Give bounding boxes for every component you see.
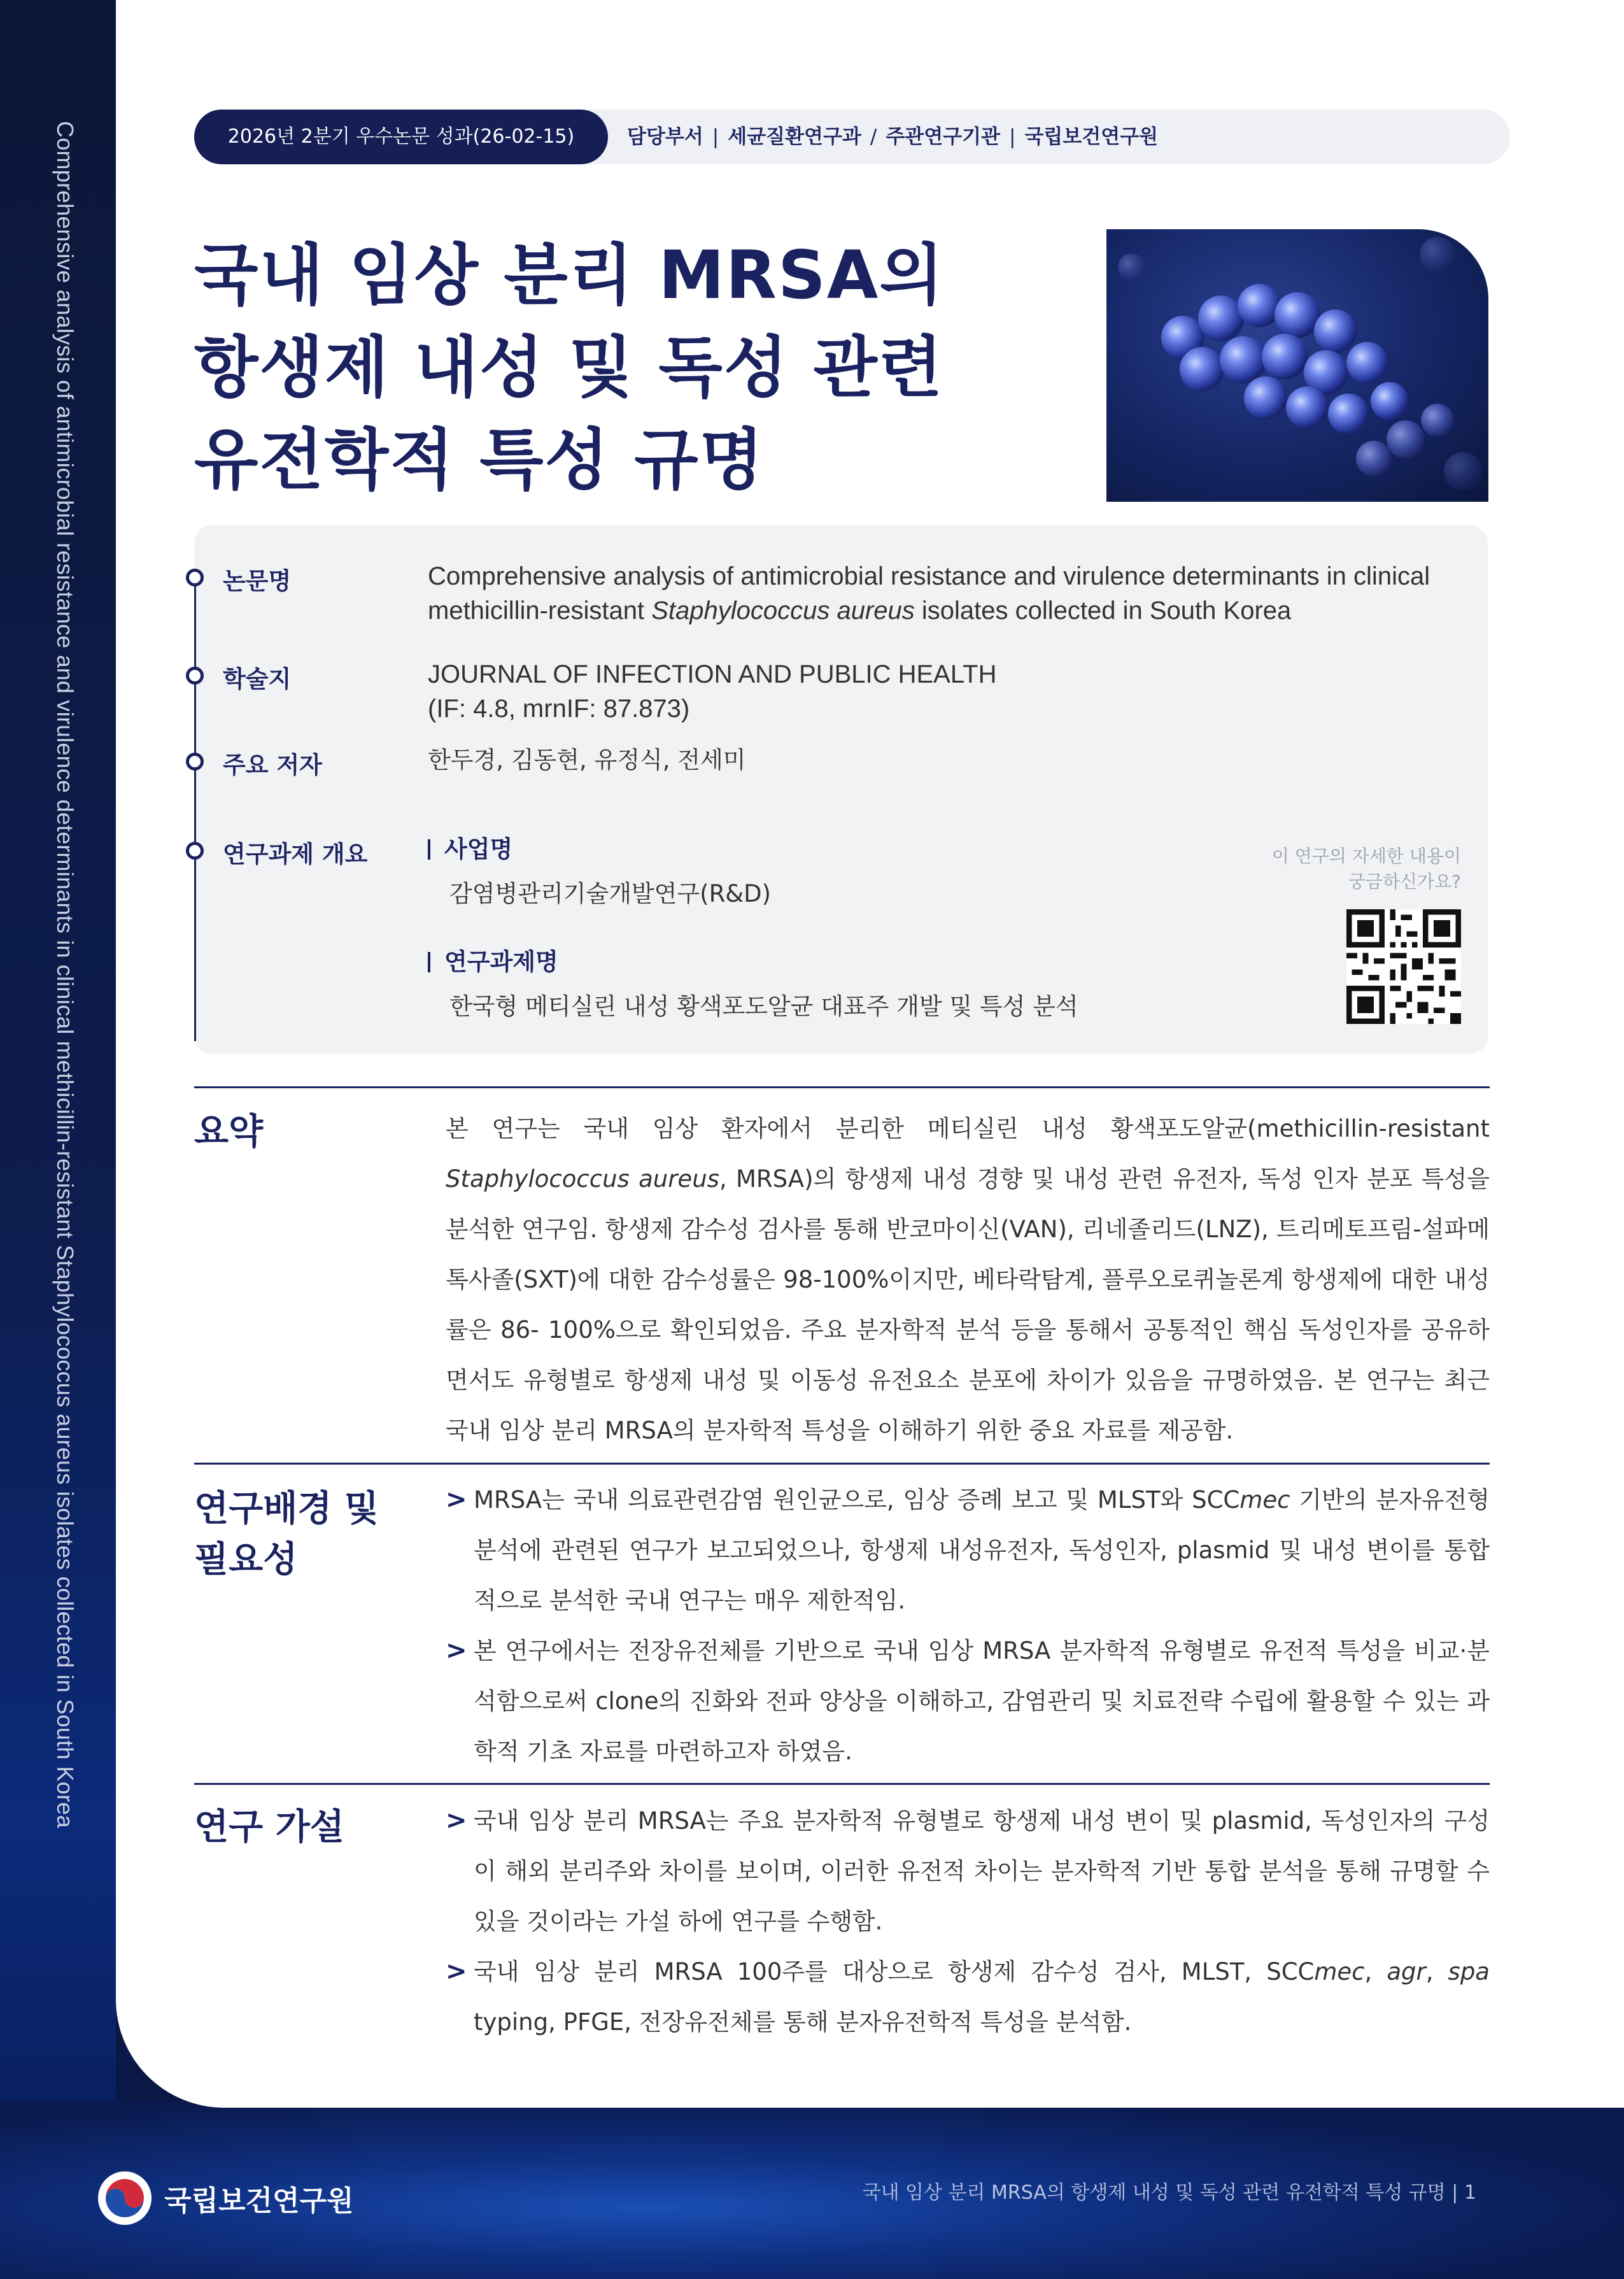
timeline-dot bbox=[186, 842, 204, 860]
page-title bbox=[194, 229, 1060, 506]
impact-factor: (IF: 4.8, mrnIF: 87.873) bbox=[428, 695, 690, 723]
org-label: 주관연구기관 bbox=[886, 125, 1001, 148]
timeline-dot bbox=[186, 667, 204, 685]
bacteria-image bbox=[1106, 229, 1488, 502]
hypothesis-text bbox=[446, 1796, 1490, 2047]
dept-label: 담당부서 bbox=[627, 125, 703, 148]
timeline-dot bbox=[186, 569, 204, 586]
quarter-badge: 2026년 2분기 우수논문 성과(26-02-15) bbox=[194, 110, 608, 164]
title-line-3: 유전학적 특성 규명 bbox=[194, 421, 765, 499]
section-divider bbox=[194, 1463, 1490, 1465]
qr-caption: 이 연구의 자세한 내용이 궁금하신가요? bbox=[1271, 846, 1461, 892]
timeline-dot bbox=[186, 753, 204, 770]
summary-text: 본 연구는 국내 임상 환자에서 분리한 메티실린 내성 황색포도알균(methicillin-resistant Staphylococcus aureus, MRSA)의 항생제 내성 경향 및 내성 관련 유전자, 독성 인자 분포 특성을 분석한 연구임. 항생제 감수성 검사를 통해 반코마이신(VAN), 리네졸리드(LNZ), 트리메토프림-설파메톡사졸(SXT)에 대한 감수성률은 98-100%이지만, 베타락탐계, 플루오로퀴놀론계 항생제에 대한 내성률은 86- 100%으로 확인되었음. 주요 분자학적 분석 등을 통해서 공통적인 핵심 독성인자를 공유하면서도 유형별로 항생제 내성 및 이동성 유전요소 분포에 차이가 있음을 규명하였음. 본 연구는 최근 국내 임상 분리 MRSA의 분자학적 특성을 이해하기 위한 중요 자료를 제공함. bbox=[446, 1115, 1490, 1444]
footer-logo bbox=[97, 2170, 354, 2226]
qr-code[interactable] bbox=[1346, 909, 1461, 1024]
background-heading: 연구배경 및 필요성 bbox=[194, 1488, 379, 1580]
hypothesis-bullet: > 국내 임상 분리 MRSA는 주요 분자학적 유형별로 항생제 내성 변이 및 plasmid, 독성인자의 구성이 해외 분리주와 차이를 보이며, 이러한 유전적 차이는 분자학적 기반 통합 분석을 통해 규명할 수 있을 것이라는 가설 하에 연구를 수행함. bbox=[446, 1806, 1490, 1935]
program-name: 감염병관리기술개발연구(R&D) bbox=[449, 880, 772, 907]
paper-title: Comprehensive analysis of antimicrobial resistance and virulence determinants in clinical methicillin-resistant Staphylococcus aureus isolates collected in South Korea bbox=[428, 562, 1430, 625]
title-line-2: 항생제 내성 및 독성 관련 bbox=[194, 329, 944, 406]
footer-org-name: 국립보건연구원 bbox=[164, 2185, 354, 2217]
taegeuk-icon bbox=[97, 2170, 153, 2226]
background-bullet: > 본 연구에서는 전장유전체를 기반으로 국내 임상 MRSA 분자학적 유형별로 유전적 특성을 비교·분석함으로써 clone의 진화와 전파 양상을 이해하고, 감염관리 및 치료전략 수립에 활용할 수 있는 과학적 기초 자료를 마련하고자 하였음. bbox=[446, 1636, 1490, 1765]
dept-name: 세균질환연구과 bbox=[728, 125, 861, 148]
hypothesis-heading: 연구 가설 bbox=[194, 1807, 344, 1848]
paper-label: 논문명 bbox=[223, 567, 292, 595]
footer-caption: 국내 임상 분리 MRSA의 항생제 내성 및 독성 관련 유전학적 특성 규명 | 1 bbox=[862, 2182, 1476, 2204]
header-info: 담당부서 | 세균질환연구과 / 주관연구기관 | 국립보건연구원 bbox=[627, 125, 1159, 148]
timeline-line bbox=[194, 576, 196, 1041]
section-divider bbox=[194, 1086, 1490, 1088]
background-bullet: > MRSA는 국내 의료관련감염 원인균으로, 임상 증례 보고 및 MLST와 SCCmec 기반의 분자유전형 분석에 관련된 연구가 보고되었으나, 항생제 내성유전자, 독성인자, plasmid 및 내성 변이를 통합적으로 분석한 국내 연구는 매우 제한적임. bbox=[446, 1485, 1490, 1614]
journal-label: 학술지 bbox=[223, 665, 292, 693]
authors: 한두경, 김동현, 유정식, 전세미 bbox=[428, 746, 746, 774]
task-block bbox=[428, 945, 1078, 1024]
background-text bbox=[446, 1475, 1490, 1777]
task-label: 연구과제명 bbox=[444, 948, 558, 976]
side-banner-text: Comprehensive analysis of antimicrobial resistance and virulence determinants in clinical methicillin-resistant Staphylococcus aureus isolates collected in South Korea bbox=[52, 121, 78, 1828]
summary-heading: 요약 bbox=[194, 1111, 264, 1153]
section-divider bbox=[194, 1783, 1490, 1785]
project-label: 연구과제 개요 bbox=[223, 841, 368, 868]
task-name: 한국형 메티실린 내성 황색포도알균 대표주 개발 및 특성 분석 bbox=[449, 993, 1078, 1020]
program-block bbox=[428, 832, 771, 911]
org-name: 국립보건연구원 bbox=[1024, 125, 1159, 148]
program-label: 사업명 bbox=[444, 835, 513, 863]
title-line-1: 국내 임상 분리 MRSA의 bbox=[194, 236, 945, 314]
hypothesis-bullet: > 국내 임상 분리 MRSA 100주를 대상으로 항생제 감수성 검사, MLST, SCCmec, agr, spa typing, PFGE, 전장유전체를 통해 분자유전학적 특성을 분석함. bbox=[446, 1957, 1490, 2036]
journal-name: JOURNAL OF INFECTION AND PUBLIC HEALTH (IF: 4.8, mrnIF: 87.873) bbox=[428, 657, 996, 726]
authors-label: 주요 저자 bbox=[223, 751, 322, 779]
